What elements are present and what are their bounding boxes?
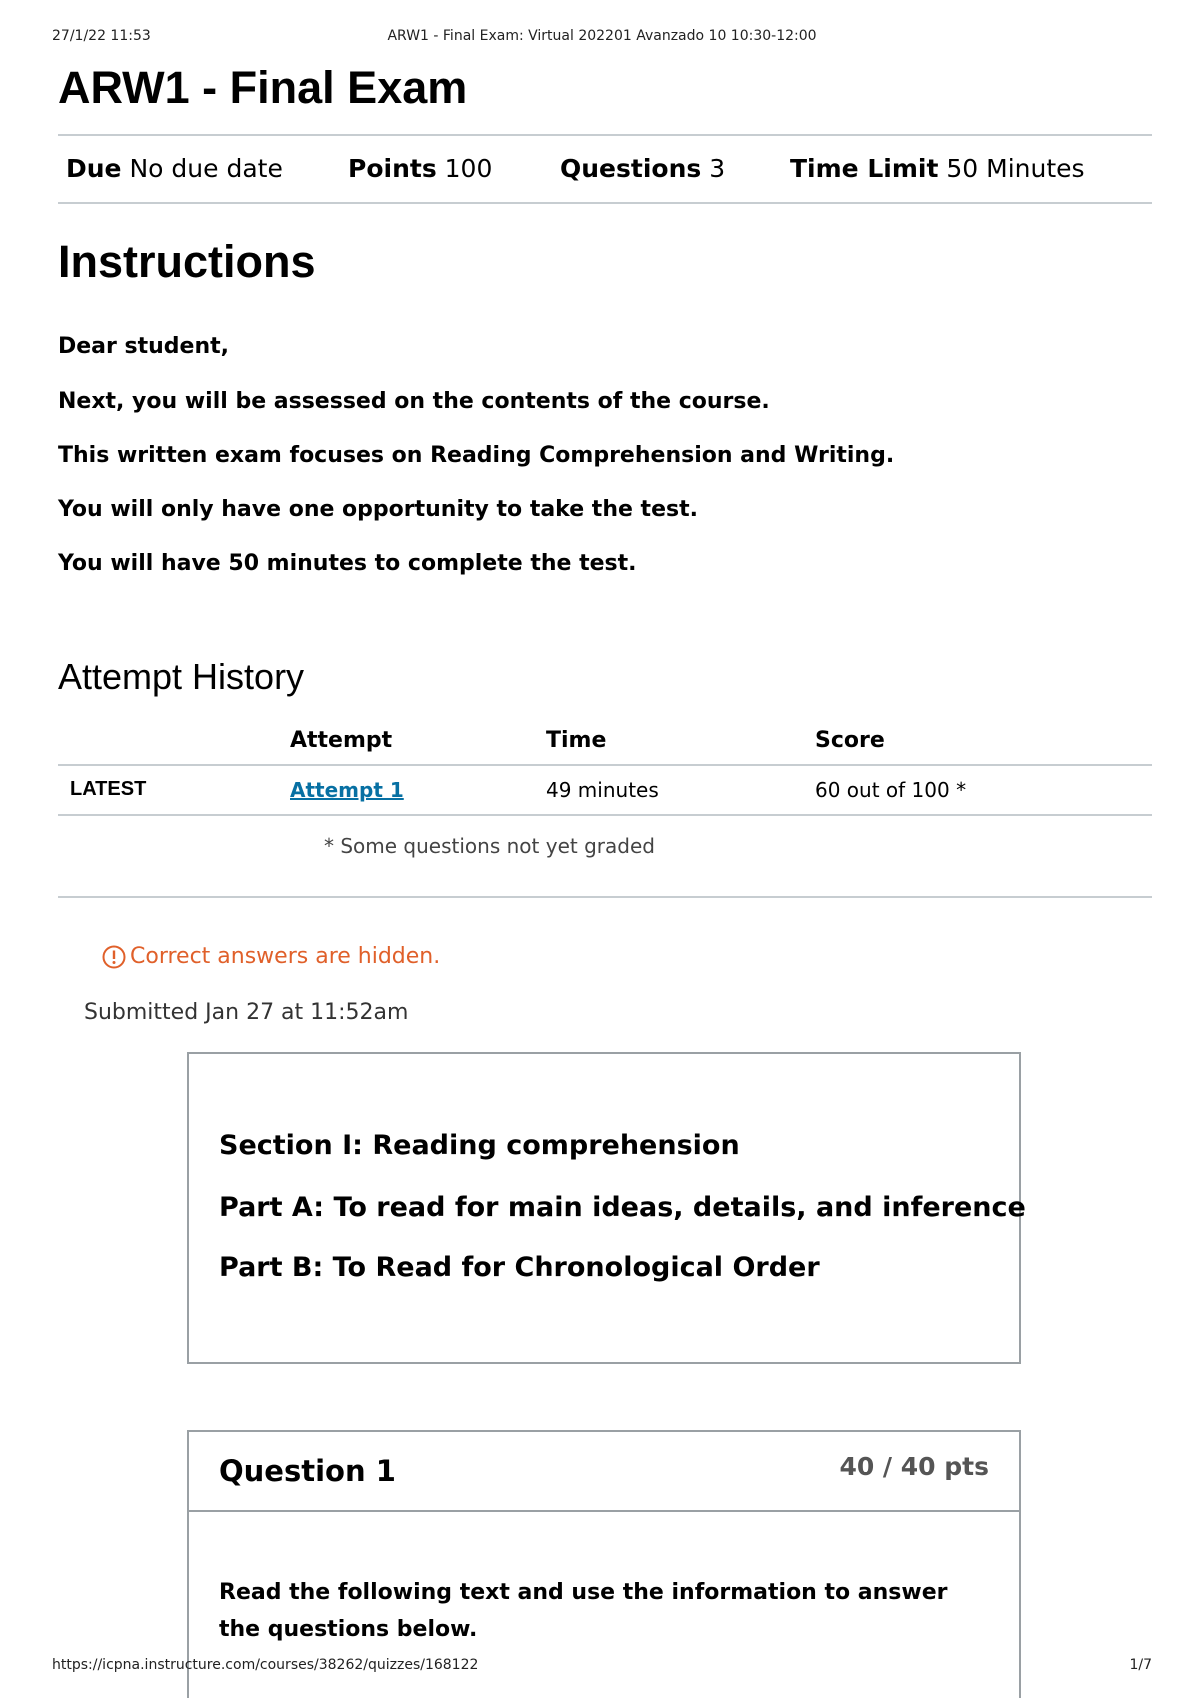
- quiz-meta-bar: [58, 134, 1152, 204]
- alert-circle-icon: [102, 945, 126, 969]
- meta-points: [348, 154, 492, 183]
- correct-answers-hidden-notice: [102, 944, 440, 969]
- meta-time-limit: [790, 154, 1085, 183]
- part-b-title: Part B: To Read for Chronological Order: [219, 1252, 820, 1283]
- table-header-row: [58, 722, 1152, 766]
- instruction-line: You will only have one opportunity to take the test.: [58, 497, 698, 522]
- part-a-title: Part A: To read for main ideas, details, and inference: [219, 1192, 1026, 1223]
- notice-text: Correct answers are hidden.: [130, 944, 441, 969]
- table-header-attempt: Attempt: [290, 728, 393, 753]
- print-footer: [52, 1657, 1152, 1677]
- print-page-title: ARW1 - Final Exam: Virtual 202201 Avanzado 10 10:30-12:00: [387, 28, 817, 44]
- instruction-line: Dear student,: [58, 334, 230, 359]
- table-header-score: Score: [815, 728, 885, 753]
- print-header: [52, 28, 1152, 48]
- table-row: [58, 766, 1152, 816]
- attempt-1-link[interactable]: Attempt 1: [290, 778, 404, 802]
- meta-due-label: Due: [66, 154, 122, 183]
- attempt-history-heading: Attempt History: [58, 656, 305, 697]
- meta-due: [66, 154, 283, 183]
- attempt-score: 60 out of 100 *: [815, 778, 967, 802]
- question-header: [189, 1432, 1019, 1512]
- instruction-line: You will have 50 minutes to complete the test.: [58, 551, 637, 576]
- meta-time-limit-value: 50 Minutes: [946, 154, 1085, 183]
- page-title: ARW1 - Final Exam: [58, 62, 468, 113]
- meta-points-value: 100: [444, 154, 493, 183]
- latest-label: LATEST: [70, 778, 147, 800]
- section-info-box: [187, 1052, 1026, 1364]
- meta-questions: [560, 154, 725, 183]
- question-points: 40 / 40 pts: [839, 1452, 989, 1481]
- print-url: https://icpna.instructure.com/courses/38262/quizzes/168122: [52, 1657, 479, 1673]
- grading-note: * Some questions not yet graded: [324, 834, 655, 858]
- instruction-line: This written exam focuses on Reading Comprehension and Writing.: [58, 443, 895, 468]
- submitted-timestamp: Submitted Jan 27 at 11:52am: [84, 1000, 409, 1025]
- meta-questions-label: Questions: [560, 154, 702, 183]
- attempt-time: 49 minutes: [546, 778, 659, 802]
- instruction-line: Next, you will be assessed on the contents of the course.: [58, 389, 770, 414]
- table-header-time: Time: [546, 728, 607, 753]
- print-page-number: 1/7: [1129, 1657, 1152, 1673]
- question-text: Read the following text and use the information to answer the questions below.: [219, 1580, 948, 1642]
- question-title: Question 1: [219, 1454, 396, 1488]
- print-date: 27/1/22 11:53: [52, 28, 151, 44]
- section-divider: [58, 896, 1152, 898]
- meta-due-value: No due date: [129, 154, 283, 183]
- meta-questions-value: 3: [709, 154, 726, 183]
- section-title: Section I: Reading comprehension: [219, 1130, 740, 1161]
- instructions-heading: Instructions: [58, 236, 316, 287]
- meta-time-limit-label: Time Limit: [790, 154, 939, 183]
- meta-points-label: Points: [348, 154, 437, 183]
